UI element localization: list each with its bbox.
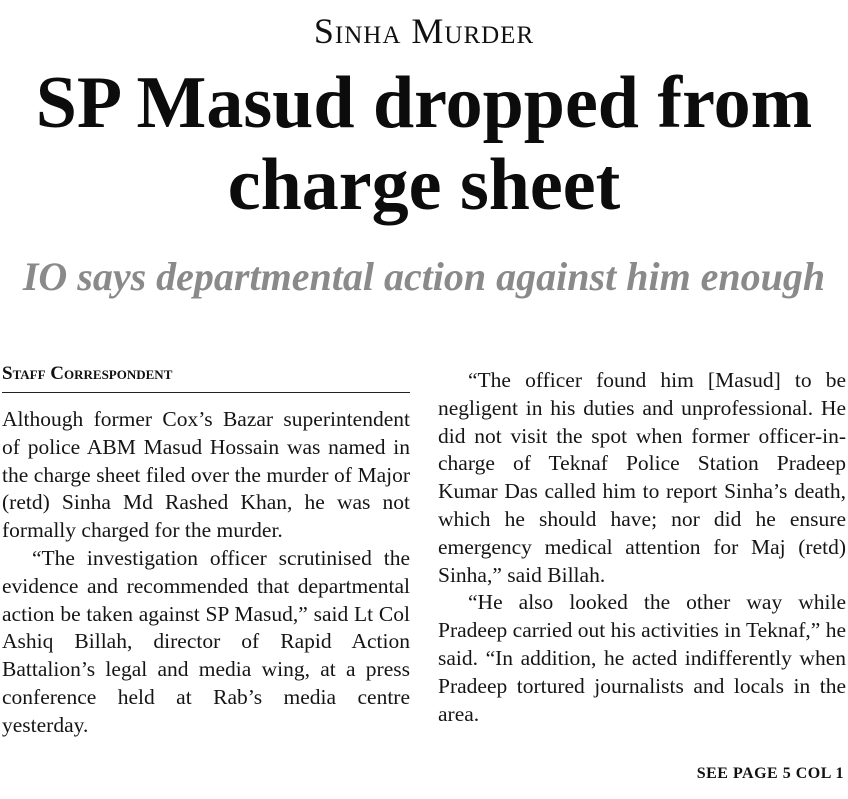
article-column-left	[2, 406, 410, 740]
continued-on-page-note: SEE PAGE 5 COL 1	[696, 765, 844, 782]
article-column-right	[438, 367, 846, 728]
kicker: Sinha Murder	[313, 11, 535, 51]
paragraph: “The investigation officer scrutinised the evidence and recommended that departmental action be taken against SP Masud,” said Lt Col Ashiq Billah, director of Rapid Action Battalion’s legal and media wing, at a press conference held at Rab’s media centre yesterday.	[2, 545, 410, 737]
paragraph: “He also looked the other way while Pradeep carried out his activities in Teknaf,” he said. “In addition, he acted indifferently when Pradeep tortured journalists and locals in the area.	[438, 590, 846, 726]
headline: SP Masud dropped from charge sheet	[35, 62, 813, 226]
paragraph: Although former Cox’s Bazar superintendent of police ABM Masud Hossain was named in the charge sheet filed over the murder of Major (retd) Sinha Md Rashed Khan, he was not formally charged for the murder.	[2, 407, 410, 543]
subheadline: IO says departmental action against him enough	[22, 254, 826, 299]
byline: Staff Correspondent	[2, 362, 410, 393]
paragraph: “The officer found him [Masud] to be negligent in his duties and unprofessional. He did not visit the spot when former officer-in-charge of Teknaf Police Station Pradeep Kumar Das called him to report Sinha’s death, which he should have; nor did he ensure emergency medical attention for Maj (retd) Sinha,” said Billah.	[438, 368, 846, 587]
